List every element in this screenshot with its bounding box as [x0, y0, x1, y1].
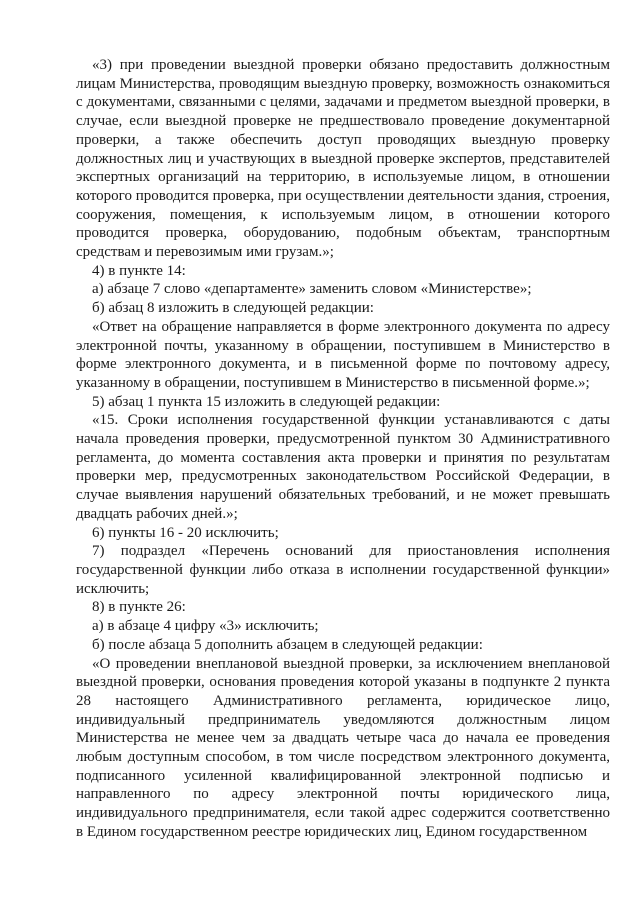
paragraph-response-form: «Ответ на обращение направляется в форме электронного документа по адресу электронной почты, указанному в обращении, поступившем в Министерство в форме электронного документа, и в письменной форме по почтовому адресу, указанному в обращении, поступившем в Министерство в письменной форме.»; [76, 318, 610, 391]
paragraph-item-7: 7) подраздел «Перечень оснований для приостановления исполнения государственной функции либо отказа в исполнении государственной функции» исключить; [76, 543, 610, 597]
paragraph-item-4-header: 4) в пункте 14: [92, 262, 186, 279]
document-page [76, 56, 610, 842]
paragraph-item-4b: б) абзац 8 изложить в следующей редакции: [92, 300, 374, 317]
paragraph-item-8-header: 8) в пункте 26: [92, 599, 186, 616]
paragraph-unscheduled-inspection: «О проведении внеплановой выездной проверки, за исключением внеплановой выездной проверки, основания проведения которой указаны в подпункте 2 пункта 28 настоящего Административного регламента, юридическое лицо, индивидуальный предприниматель уведомляются должностным лицом Министерства не менее чем за двадцать четыре часа до начала ее проведения любым доступным способом, в том числе посредством электронного документа, подписанного усиленной квалифицированной электронной подписью и направленного по адресу электронной почты юридического лица, индивидуального предпринимателя, если такой адрес содержится соответственно в Едином государственном реестре юридических лиц, Едином государственном [76, 655, 610, 840]
paragraph-item-4a: а) абзаце 7 слово «департаменте» заменить словом «Министерстве»; [92, 281, 532, 298]
paragraph-item-6: 6) пункты 16 - 20 исключить; [92, 524, 279, 541]
paragraph-item-5-header: 5) абзац 1 пункта 15 изложить в следующей редакции: [92, 393, 441, 410]
paragraph-deadlines: «15. Сроки исполнения государственной функции устанавливаются с даты начала проведения проверки, предусмотренной пунктом 30 Административного регламента, до момента составления акта проверки и принятия по результатам проверки мер, предусмотренных законодательством Российской Федерации, в случае выявления нарушений обязательных требований, и не может превышать двадцать рабочих дней.»; [76, 412, 610, 522]
paragraph-item-8a: а) в абзаце 4 цифру «3» исключить; [92, 618, 319, 635]
paragraph-inspection-obligation: «3) при проведении выездной проверки обязано предоставить должностным лицам Министерства, проводящим выездную проверку, возможность ознакомиться с документами, связанными с целями, задачами и предметом выездной проверки, в случае, если выездной проверке не предшествовало проведение документарной проверки, а также обеспечить доступ проводящих выездную проверку должностных лиц и участвующих в выездной проверке экспертов, представителей экспертных организаций на территорию, в используемые лицом, в отношении которого проводится проверка, при осуществлении деятельности здания, строения, сооружения, помещения, к используемым лицом, в отношении которого проводится проверка, оборудованию, подобным объектам, транспортным средствам и перевозимым ими грузам.»; [76, 57, 610, 261]
paragraph-item-8b: б) после абзаца 5 дополнить абзацем в следующей редакции: [92, 636, 483, 653]
